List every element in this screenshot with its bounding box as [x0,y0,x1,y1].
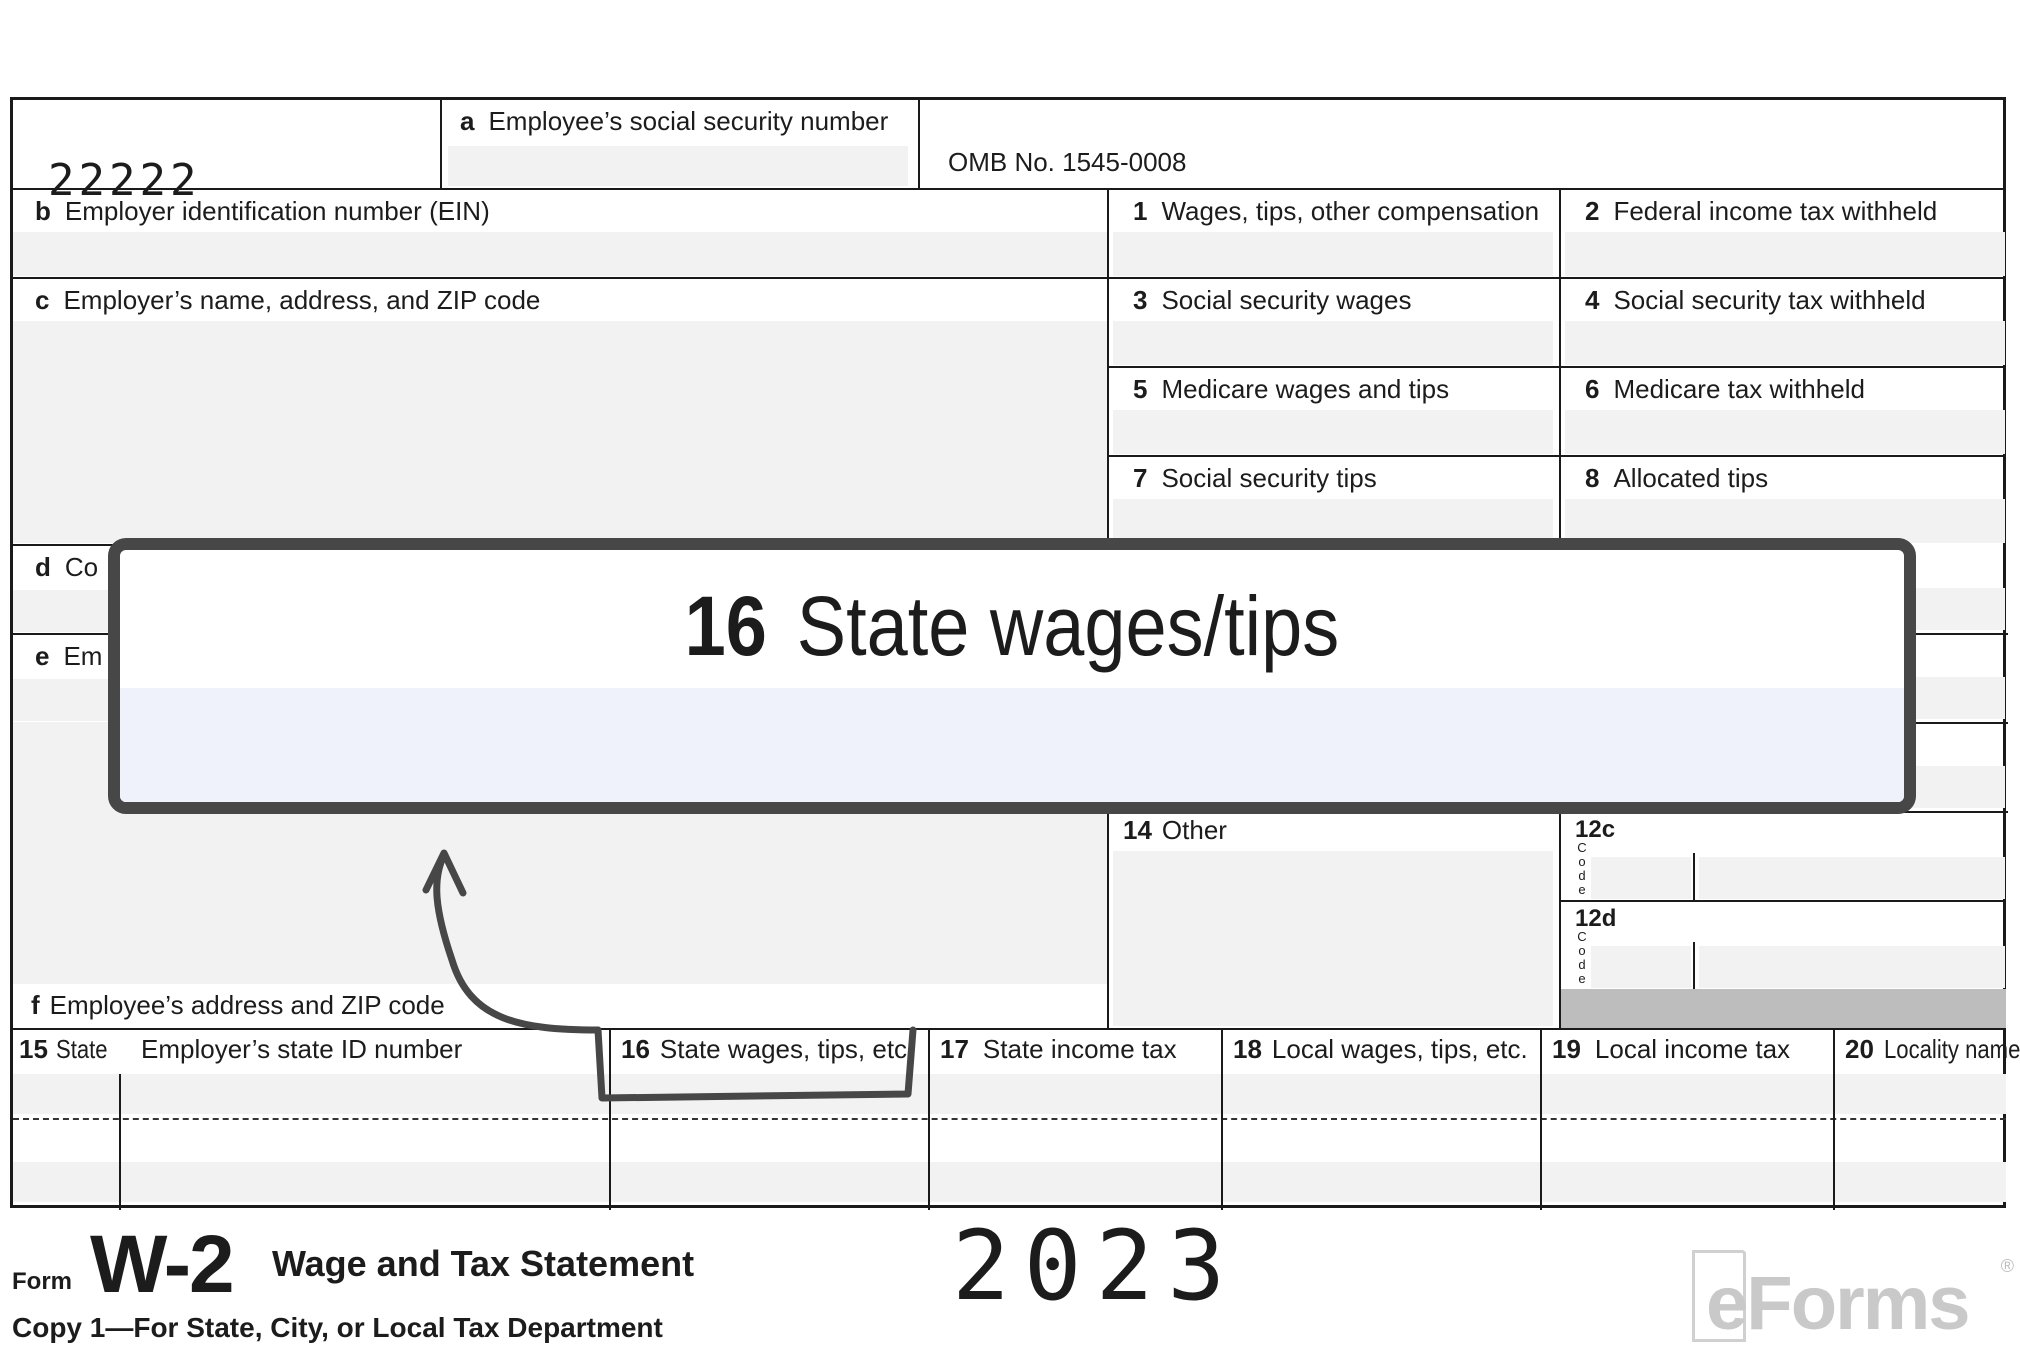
box-number: 18 [1233,1034,1262,1064]
copy-designation: Copy 1—For State, City, or Local Tax Department [12,1312,663,1343]
box-label: State wages, tips, etc. [659,1034,915,1064]
box-label: Local wages, tips, etc. [1271,1034,1528,1064]
box-letter: a [460,106,475,136]
logo-text: eForms [1706,1261,1969,1346]
form-name: W-2 [90,1219,233,1310]
box-14-field[interactable] [1113,851,1553,1026]
ssn-field[interactable] [448,146,908,186]
box-number: 12c [1575,816,1616,843]
omb-box [918,100,2006,188]
box-2 [1559,188,2006,277]
box-letter: f [31,990,40,1020]
box-letter: e [35,641,50,671]
box-12d [1559,900,2006,989]
box-12c-code-field[interactable] [1591,857,1691,899]
box-8-field[interactable] [1565,499,2005,543]
box-letter: d [35,552,51,582]
eforms-logo [1692,1250,2014,1344]
box-number: 14 [1123,815,1152,845]
tax-year: 2023 [952,1210,1240,1322]
box-18[interactable] [1221,1030,1540,1210]
registered-mark: ® [2000,1256,2014,1276]
box-label: Social security tips [1161,463,1377,493]
box-label: Medicare tax withheld [1613,374,1865,404]
box-20[interactable] [1833,1030,2020,1210]
state-local-row [13,1028,2020,1208]
callout-field [120,688,1904,802]
box-number: 16 [621,1034,650,1064]
box-3-field[interactable] [1113,321,1553,365]
box-3 [1107,277,1559,366]
divider [1693,853,1695,902]
box-label: Locality name [1883,1034,2020,1064]
callout-box [108,538,1916,814]
box-label: Local income tax [1594,1034,1791,1064]
omb-number: OMB No. 1545-0008 [948,147,1187,177]
box-number: 15 [19,1034,48,1064]
divider [119,1074,121,1210]
box-4-field[interactable] [1565,321,2005,365]
box-15[interactable] [13,1030,609,1210]
box-5-field[interactable] [1113,410,1553,454]
box-8 [1559,455,2006,544]
box-12c-amount-field[interactable] [1699,857,2005,899]
box-number: 1 [1133,196,1148,226]
box-label: Employee’s address and ZIP code [49,990,445,1020]
box-number: 12d [1575,905,1617,932]
box-5 [1107,366,1559,455]
box-12d-amount-field[interactable] [1699,946,2005,988]
form-word: Form [12,1268,72,1295]
box-label: Social security tax withheld [1613,285,1926,315]
form-title: Wage and Tax Statement [272,1243,695,1284]
box-b-ein [13,188,1107,277]
box-label: Employer identification number (EIN) [64,196,490,226]
box-number: 3 [1133,285,1148,315]
box-7 [1107,455,1559,544]
divider [1693,942,1695,991]
box-number: 6 [1585,374,1600,404]
box-number: 8 [1585,463,1600,493]
callout-label: State wages/tips [796,579,1340,673]
box-label: Wages, tips, other compensation [1161,196,1540,226]
box-number: 4 [1585,285,1600,315]
box-label: Co [64,552,99,582]
box-7-field[interactable] [1113,499,1553,543]
control-number: 22222 [48,155,201,206]
box-12c [1559,811,2006,900]
ein-field[interactable] [13,232,1107,276]
box-6-field[interactable] [1565,410,2005,454]
employer-field[interactable] [13,321,1107,543]
box-number: 20 [1845,1034,1874,1064]
box-17[interactable] [928,1030,1221,1210]
box-4 [1559,277,2006,366]
box-6 [1559,366,2006,455]
box-label: State income tax [982,1034,1177,1064]
box-label-2: Employer’s state ID number [141,1034,463,1064]
box-a-ssn [440,100,918,188]
box-2-field[interactable] [1565,232,2005,276]
box-number: 19 [1552,1034,1581,1064]
box-1 [1107,188,1559,277]
box-16[interactable] [609,1030,928,1210]
box-label: Allocated tips [1613,463,1769,493]
box-number: 7 [1133,463,1148,493]
box-c-employer [13,277,1107,544]
box-label: Federal income tax withheld [1613,196,1938,226]
box-label: Other [1161,815,1227,845]
code-label: C o d e [1577,840,1587,897]
callout-number: 16 [684,579,767,673]
code-label: C o d e [1577,929,1587,986]
box-1-field[interactable] [1113,232,1553,276]
box-label: Employer’s name, address, and ZIP code [63,285,541,315]
box-label: State [55,1034,108,1064]
box-number: 2 [1585,196,1600,226]
shaded-area [1559,989,2006,1028]
box-letter: b [35,196,51,226]
control-number-box [13,100,440,206]
box-number: 17 [940,1034,969,1064]
box-label: Em [63,641,103,671]
box-12d-code-field[interactable] [1591,946,1691,988]
box-19[interactable] [1540,1030,1833,1210]
box-label: Medicare wages and tips [1161,374,1450,404]
box-label: Social security wages [1161,285,1412,315]
box-letter: c [35,285,50,315]
box-label: Employee’s social security number [488,106,889,136]
box-number: 5 [1133,374,1148,404]
box-14 [1107,811,1559,1028]
